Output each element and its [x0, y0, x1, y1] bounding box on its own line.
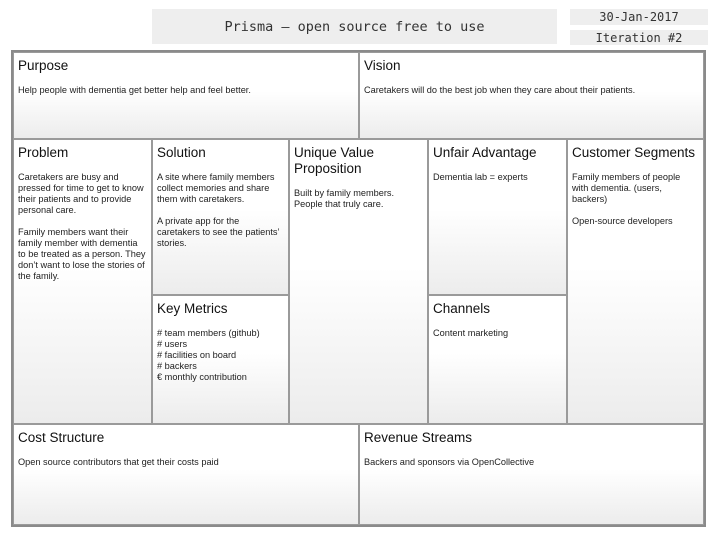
unfair-advantage-heading: Unfair Advantage: [433, 145, 537, 160]
solution-block: [152, 139, 289, 295]
vision-block: [359, 52, 704, 139]
problem-text-1: Caretakers are busy and pressed for time to get to know their patients and to provide personal care.: [18, 172, 144, 215]
purpose-text: Help people with dementia get better help and feel better.: [18, 85, 251, 95]
unfair-advantage-block: [428, 139, 567, 295]
purpose-block: [13, 52, 359, 139]
key-metric-item: # facilities on board: [157, 350, 237, 360]
date-label: 30-Jan-2017: [570, 9, 708, 25]
customer-segments-block: [567, 139, 704, 424]
canvas-title: Prisma – open source free to use: [152, 9, 557, 44]
revenue-streams-block: [359, 424, 704, 525]
cost-structure-block: [13, 424, 359, 525]
key-metrics-heading: Key Metrics: [157, 301, 228, 316]
key-metrics-block: [152, 295, 289, 424]
uvp-block: [289, 139, 428, 424]
unfair-advantage-text: Dementia lab = experts: [433, 172, 528, 182]
problem-heading: Problem: [18, 145, 69, 160]
vision-heading: Vision: [364, 58, 401, 73]
problem-text-2: Family members want their family member with dementia to be treated as a person. They don’t want to lose the stories of the family.: [18, 227, 146, 281]
solution-text-1: A site where family members collect memories and share them with caretakers.: [157, 172, 275, 204]
iteration-label: Iteration #2: [570, 30, 708, 45]
vision-text: Caretakers will do the best job when they care about their patients.: [364, 85, 636, 95]
purpose-heading: Purpose: [18, 58, 69, 73]
problem-block: [13, 139, 152, 424]
lean-canvas: [11, 50, 706, 527]
key-metric-item: # backers: [157, 361, 197, 371]
cost-structure-text: Open source contributors that get their costs paid: [18, 457, 219, 467]
cost-structure-heading: Cost Structure: [18, 430, 105, 445]
key-metric-item: # team members (github): [157, 328, 260, 338]
revenue-streams-heading: Revenue Streams: [364, 430, 473, 445]
uvp-text-1: Built by family members.: [294, 188, 395, 198]
key-metric-item: # users: [157, 339, 188, 349]
revenue-streams-text: Backers and sponsors via OpenCollective: [364, 457, 535, 467]
solution-heading: Solution: [157, 145, 206, 160]
customer-segments-heading: Customer Segments: [572, 145, 696, 160]
solution-text-2: A private app for the caretakers to see the patients’ stories.: [157, 216, 280, 248]
uvp-text-2: People that truly care.: [294, 199, 384, 209]
channels-block: [428, 295, 567, 424]
customer-segments-text-1: Family members of people with dementia. (users, backers): [572, 172, 681, 204]
channels-text: Content marketing: [433, 328, 509, 338]
customer-segments-text-2: Open-source developers: [572, 216, 673, 226]
channels-heading: Channels: [433, 301, 491, 316]
uvp-heading: Unique Value Proposition: [294, 145, 375, 176]
key-metric-item: € monthly contribution: [157, 372, 247, 382]
